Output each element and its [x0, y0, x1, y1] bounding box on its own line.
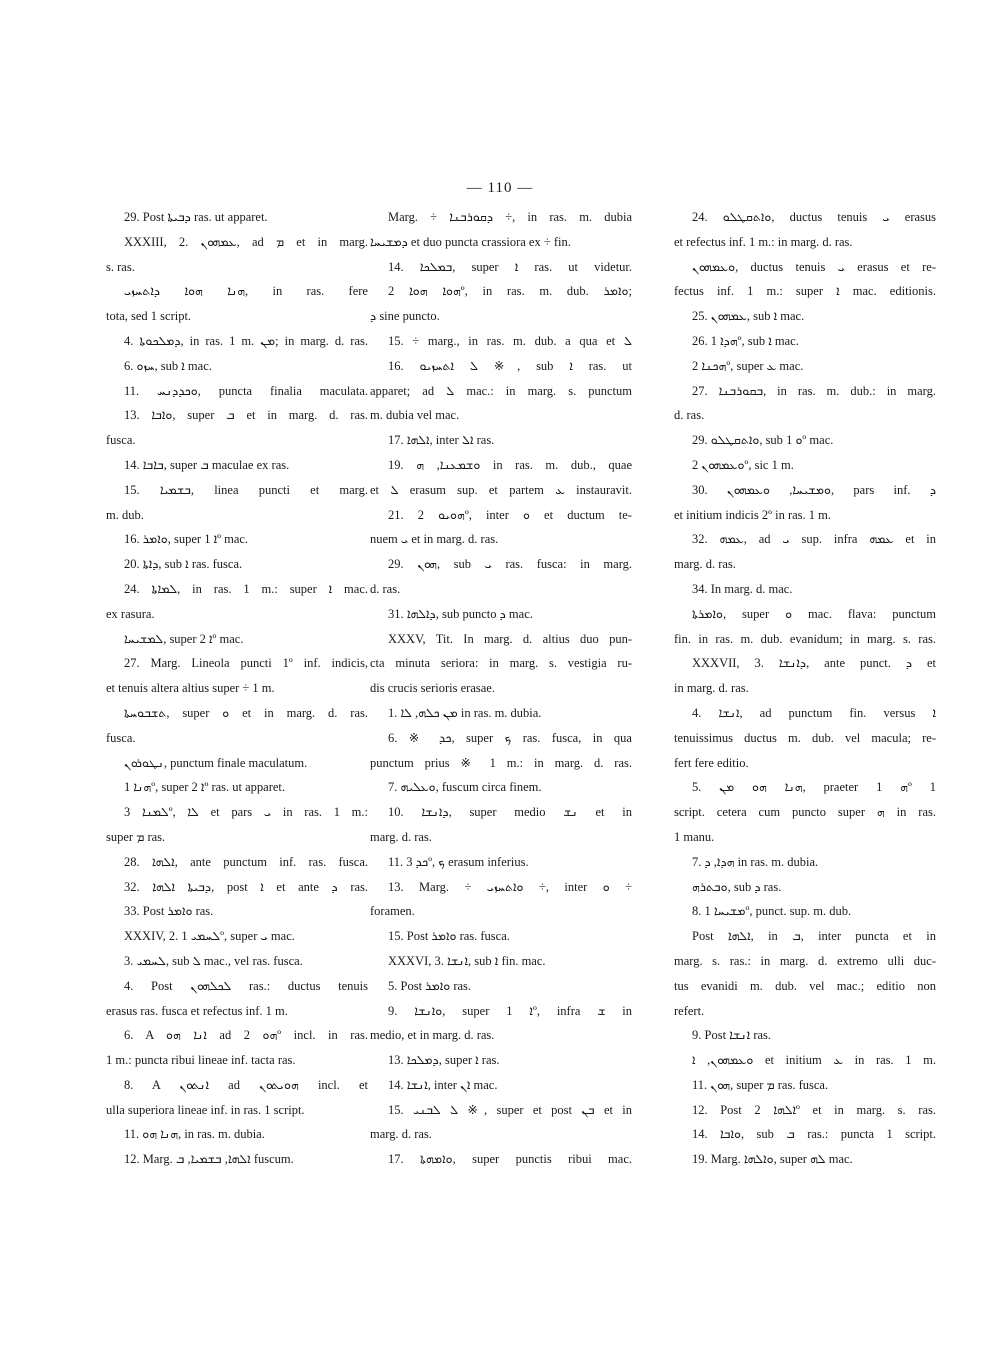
text-line: tota, sed 1 script. — [106, 309, 192, 324]
text-line: ܢܛܘܪܘܢ, punctum finale maculatum. — [124, 755, 308, 770]
text-line: in marg. d. ras. — [674, 681, 749, 696]
text-line: ܠܡܢܐ 3º, ܠܐ et pars ܝ in ras. 1 m.: — [124, 805, 368, 820]
text-line: XXXIV, 2. ܠܚܡܝ 1º, super ܝ mac. — [124, 929, 295, 944]
text-line: 15. ܒܫܡܝܐ, linea puncti et marg. — [124, 482, 368, 497]
text-line: XXXIII, 2. ܥܡܗܘܢ, ad ܡ et in marg. — [124, 234, 368, 249]
text-line: m. dubia vel mac. — [370, 408, 460, 423]
middle-column — [370, 205, 632, 1172]
text-line: nuem ܝ et in marg. d. ras. — [370, 532, 499, 547]
text-line: ܘܥܡܗܘܢ, ܐ et initium ܥ in ras. 1 m. — [692, 1053, 936, 1068]
text-line: ܗܢܐ 1º, super ܐ 2º ras. ut apparet. — [124, 780, 286, 795]
text-line: XXXV, Tit. In marg. d. altius duo pun- — [388, 631, 632, 646]
text-line: 19. ܘܫܡܥܢܐ, ܗ in ras. m. dub., quae — [388, 457, 632, 472]
text-line: 28. ܐܠܗܐ, ante punctum inf. ras. fusca. — [124, 854, 368, 869]
text-line: 31. ܕܐܠܗܐ, sub puncto ܕ mac. — [388, 606, 533, 621]
text-line: 9. Post ܐܢܫܐ ras. — [692, 1028, 772, 1043]
text-line: marg. d. ras. — [674, 557, 736, 572]
text-line: 11. ܘܟܕܕܢܚ, puncta finalia maculata. — [124, 383, 368, 398]
text-line: XXXVI, 3. ܐܢܫܐ, sub ܐ fin. mac. — [388, 953, 546, 968]
text-line: et ܠ erasum sup. et partem ܥ instauravit. — [370, 482, 632, 497]
text-line: et initium indicis 2º in ras. 1 m. — [674, 507, 831, 522]
text-line: 16. ܠ ܐܬܚܙܝܘ ※, sub ܐ ras. ut — [388, 358, 632, 373]
text-line: 13. ܘܐܒܐ, super ܒ et in marg. d. ras. — [124, 408, 368, 423]
text-line: ܗܟܢܐ 2º, super ܥ mac. — [692, 358, 804, 373]
text-line: 29. ܗܘܢ, sub ܝ ras. fusca: in marg. — [388, 557, 632, 572]
text-line: marg. s. ras.: in marg. d. extremo ulli duc- — [674, 953, 936, 968]
text-line: ܘܥܡܗܘܢ, ductus tenuis ܝ erasus et re- — [692, 259, 936, 274]
text-line: ulla superiora lineae inf. in ras. 1 script. — [106, 1102, 305, 1117]
left-column — [106, 205, 368, 1172]
text-line: medio, et in marg. d. ras. — [370, 1028, 495, 1043]
text-line: 6. ※ ܟܕ, super ܟ ras. fusca, in qua — [388, 730, 632, 745]
text-line: 7. ܗܕܐ, ܕ in ras. m. dubia. — [692, 854, 819, 869]
text-line: et tenuis altera altius super ÷ 1 m. — [106, 681, 275, 696]
text-line: ܗܘܐ ܗܘܐ 2º, in ras. m. dub. ܘܐܡܪ; — [388, 284, 632, 299]
text-line: 5. Post ܘܐܡܪ ras. — [388, 978, 472, 993]
text-line: marg. d. ras. — [370, 1127, 432, 1142]
text-line: 27. Marg. Lineola puncti 1º inf. indicis, — [124, 656, 368, 671]
text-line: 4. ܐܢܫܐ, ad punctum fin. versus ܐ — [692, 705, 936, 720]
text-line: erasus ras. fusca et refectus inf. 1 m. — [106, 1003, 288, 1018]
text-line: 24. ܘܐܬܩܛܠܘ, ductus tenuis ܝ erasus — [692, 210, 936, 224]
text-line: ܠܡܫܝܚܐ, super ܐ 2º mac. — [124, 631, 244, 646]
text-line: 32. ܥܡܗ, ad ܝ sup. infra ܥܡܗ et in — [692, 532, 936, 547]
text-line: 15. ÷ marg., in ras. m. dub. a qua et ܠ — [388, 333, 632, 348]
text-line: XXXVII, 3. ܕܐܢܫܐ, ante punct. ܕ et — [692, 656, 936, 671]
text-line: 7. ܘܥܠܝܗ, fuscum circa finem. — [388, 780, 542, 795]
text-line: 14. ܒܐܒܐ, super ܒ maculae ex ras. — [124, 457, 290, 472]
text-line: 1. ܡܢ ܟܠܗ, ܠܐ in ras. m. dubia. — [388, 705, 542, 720]
text-line: tenuissimus ductus m. dub. vel macula; re- — [674, 730, 936, 745]
text-line: 6. ܚܙܘ, sub ܐ mac. — [124, 358, 212, 373]
text-line: 27. ܒܩܘܪܒܢܐ, in ras. m. dub.: in marg. — [692, 383, 936, 398]
text-line: fin. in ras. m. dub. evanidum; in marg. s. ras. — [674, 631, 936, 646]
text-line: dis crucis serioris erasae. — [370, 681, 495, 696]
text-line: 25. ܥܡܗܘܢ, sub ܐ mac. — [692, 309, 805, 324]
text-line: 11. ܗܘܢ, super ܡ ras. fusca. — [692, 1077, 829, 1092]
text-line: 15. Post ܘܐܡܪ ras. fusca. — [388, 929, 510, 944]
text-line: fectus inf. 1 m.: super ܐ mac. editionis. — [674, 284, 936, 299]
text-line: foramen. — [370, 904, 415, 919]
text-line: 8. ܡܫܝܚܐ 1º, punct. sup. m. dub. — [692, 904, 852, 919]
text-line: script. cetera cum puncto super ܗ in ras. — [674, 805, 936, 820]
text-line: 29. Post ܕܒܝܬܐ ras. ut apparet. — [124, 210, 268, 224]
text-line: 3. ܠܚܡܝ, sub ܠ mac., vel ras. fusca. — [124, 953, 303, 968]
text-line: 32. ܕܒܝܬܐ ܐܠܗܐ, post ܐ et ante ܕ ras. — [124, 879, 368, 894]
text-line: d. ras. — [370, 581, 401, 596]
text-line: 6. A ܐܢܐ ܗܘ ad ܗܘ 2º incl. in ras. — [124, 1028, 368, 1043]
text-line: 4. ܕܡܠܟܘܬܐ, in ras. 1 m. ܡܢ; in marg. d. ras. — [124, 333, 368, 348]
text-line: 12. Marg. ܐܠܗܐ, ܒܫܡܝܐ, ܒ fuscum. — [124, 1152, 294, 1167]
text-line: 9. ܘܐܢܫܐ, super ܐ 1º, infra ܫ in — [388, 1003, 632, 1018]
right-column — [674, 205, 936, 1172]
text-line: fusca. — [106, 433, 136, 448]
text-line: m. dub. — [106, 507, 144, 522]
text-line: punctum prius ※ 1 m.: in marg. d. ras. — [370, 755, 632, 770]
text-line: ܬܫܒܘܚܬܐ, super ܘ et in marg. d. ras. — [124, 705, 368, 720]
text-line: ܘܒܬܪܗ, sub ܕ ras. — [692, 879, 782, 894]
text-line: cta minuta seriora: in marg. s. vestigia ru- — [370, 656, 632, 671]
text-line: marg. d. ras. — [370, 829, 432, 844]
text-line: 14. ܘܐܒܐ, sub ܒ ras.: puncta 1 script. — [692, 1127, 936, 1142]
text-line: 17. ܘܐܡܗܬܐ, super punctis ribui mac. — [388, 1152, 632, 1167]
text-line: 29. ܘܐܬܩܛܠܘ, sub ܘ 1º mac. — [692, 433, 834, 448]
text-line: 34. In marg. d. mac. — [692, 581, 793, 596]
text-line: Marg. ÷ ܕܩܘܪܒܢܐ ÷, in ras. m. dubia — [388, 210, 632, 224]
text-line: 8. A ܐܢܬܘܢ ad ܗܘܝܬܘܢ incl. et — [124, 1077, 368, 1092]
text-line: 33. Post ܘܐܡܪ ras. — [124, 904, 214, 919]
text-line: ܘܥܡܗܘܢ 2º, sic 1 m. — [692, 457, 794, 472]
text-line: d. ras. — [674, 408, 705, 423]
text-line: fusca. — [106, 730, 136, 745]
text-line: Post ܐܠܗܐ, in ܒ, inter puncta et in — [692, 929, 936, 944]
text-line: ܗܢܐ ܗܘܐ ܕܐܬܚܙܝ, in ras. fere — [124, 284, 368, 299]
text-line: 13. Marg. ÷ ܘܐܬܚܙܝ ÷, inter ܘ ÷ — [388, 879, 632, 894]
text-line: ܕ sine puncto. — [370, 309, 440, 324]
text-line: 10. ܕܐܢܫܐ, super medio ܢܫ et in — [388, 805, 632, 820]
text-line: super ܡ ras. — [106, 829, 166, 844]
text-line: 12. Post ܐܠܗܐ 2º et in marg. s. ras. — [692, 1102, 936, 1117]
text-line: apparet; ad ܠ mac.: in marg. s. punctum — [370, 383, 632, 398]
text-line: 14. ܒܡܠܟܐ, super ܐ ras. ut videtur. — [388, 259, 632, 274]
text-line: 24. ܠܡܐܬܐ, in ras. 1 m.: super ܐ mac. — [124, 581, 368, 596]
text-line: 19. Marg. ܘܐܠܗܐ, super ܠܗ mac. — [692, 1152, 853, 1167]
text-line: 11. ܟܕ 3º, ܟ erasum inferius. — [388, 854, 529, 869]
text-line: 30. ܘܡܫܝܚܐ, ܘܥܡܗܘܢ, pars inf. ܕ — [692, 482, 936, 497]
text-line: s. ras. — [106, 259, 135, 274]
text-line: refert. — [674, 1003, 705, 1018]
text-line: tus evanidi m. dub. vel mac.; editio non — [674, 978, 936, 993]
text-line: 15. ܠ ܠܒܢܝ ※, super et post ܒܢ et in — [388, 1102, 632, 1117]
text-line: 11. ܗܢܐ ܗܘ, in ras. m. dubia. — [124, 1127, 265, 1142]
text-line: ܘܐܡܪܬܐ, super ܘ mac. flava: punctum — [692, 606, 936, 621]
text-line: 1 manu. — [674, 829, 715, 844]
text-line: 20. ܕܐܬܐ, sub ܐ ras. fusca. — [124, 557, 243, 572]
text-line: 13. ܕܡܠܟܐ, super ܐ ras. — [388, 1053, 500, 1068]
text-line: 1 m.: puncta ribui lineae inf. tacta ras. — [106, 1053, 296, 1068]
text-line: fert fere editio. — [674, 755, 749, 770]
text-line: 5. ܗܢܐ ܗܘ ܡܢ, praeter ܗ 1º 1 — [692, 780, 936, 795]
text-line: 4. Post ܠܟܠܗܘܢ ras.: ductus tenuis — [124, 978, 368, 993]
text-line: 16. ܘܐܡܪ, super ܐ 1º mac. — [124, 532, 249, 547]
page-number: — 110 — — [466, 180, 534, 196]
text-line: 17. ܐܠܗܐ, inter ܐܠ ras. — [388, 433, 495, 448]
text-line: ܕܡܫܝܚܐ et duo puncta crassiora ex ÷ fin. — [370, 234, 571, 249]
text-line: 21. ܗܘܝܘ 2º, inter ܘ et ductum te- — [388, 507, 632, 522]
text-line: 14. ܐܢܫܐ, inter ܐܢ mac. — [388, 1077, 498, 1092]
text-line: et refectus inf. 1 m.: in marg. d. ras. — [674, 234, 853, 249]
text-line: 26. ܗܕܐ 1º, sub ܐ mac. — [692, 333, 799, 348]
text-line: ex rasura. — [106, 606, 155, 621]
